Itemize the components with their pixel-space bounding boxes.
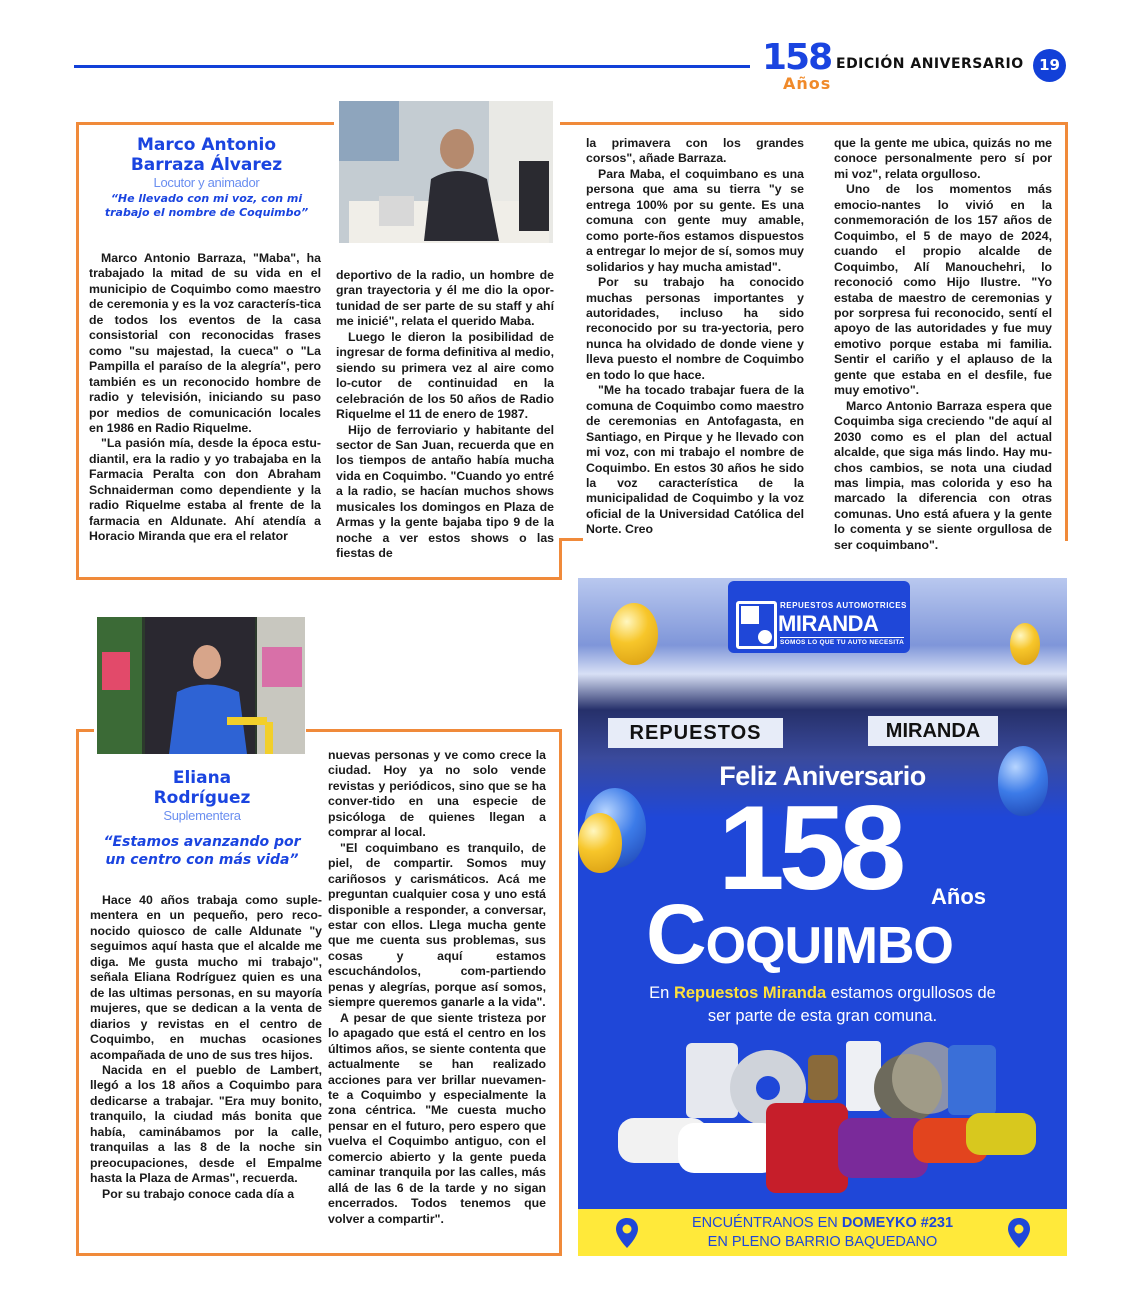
ad-address-text: ENCUÉNTRANOS EN DOMEYKO #231 EN PLENO BARRIO BAQUEDANO xyxy=(691,1215,954,1250)
ad-address-banner xyxy=(578,1209,1067,1256)
miranda-logo xyxy=(728,581,910,653)
paragraph: Hace 40 años trabaja como suple-mentera en un pequeño, pero reco-nocido quiosco de calle Aldunate "y seguimos aquí hasta que el alcalde me diga. Me gusta mucho mi trabajo", señala Eliana Rodríguez quien es una de las ultimas personas, en su mayoría mujeres, que se dedican a la venta de diarios y revistas en el centro de Coquimbo, en muchas ocasiones acompañada de uno de sus tres hijos. xyxy=(90,893,322,1062)
ad-years-label: Años xyxy=(931,884,986,909)
story1-photo xyxy=(339,101,553,243)
paragraph: Nacida en el pueblo de Lambert, llegó a los 18 años a Coquimbo para dedicarse a trabajar. "Era muy bonito, tranquilo, la ciudad más bonita que había, caminábamos por la calle, tranquilas a las 8 de la noche sin preocupaciones, desde el Empalme hasta la Plaza de Armas", recuerda. xyxy=(90,1062,322,1186)
paragraph: Por su trabajo conoce cada día a xyxy=(102,1186,295,1201)
story2-quote-line1: “Estamos avanzando por xyxy=(103,834,301,850)
paragraph: "La pasión mía, desde la época estu-diantil, era la radio y yo trabajaba en la Farmacia Peralta con don Abraham Schnaiderman como dependiente y la radio Riquelme estaba al frente de la farmacia en Aldunate. Ahí atendía a Horacio Miranda que era el relator xyxy=(89,436,321,544)
location-pin-icon xyxy=(1006,1217,1032,1251)
story1-column-1 xyxy=(89,251,321,545)
paragraph: nuevas personas y ve como crece la ciudad. Hoy ya no solo vende revistas y periódicos, sino que se ha conver-tido en una especie de psicóloga de quienes llegan a comprar al local. xyxy=(328,748,546,840)
story1-heading xyxy=(84,135,329,220)
paragraph: Marco Antonio Barraza, "Maba", ha trabajado la mitad de su vida en el municipio de Coquimbo como maestro de ceremonia y es la voz caracterís-tica de todos los eventos de la casa consistorial con reconocidas frases como "su majestad, la cueca" o "La Pampilla el paraíso de la alegría", pero también es un reconocido hombre de radio y televisión, iniciando su paso por medios de comunicación locales en 1986 en Radio Riquelme. xyxy=(89,251,321,435)
ad-message: En Repuestos Miranda estamos orgullosos de ser parte de esta gran comuna. xyxy=(649,984,996,1025)
edition-title: EDICIÓN ANIVERSARIO xyxy=(836,56,1024,72)
frame-line xyxy=(76,729,79,1256)
paragraph: Por su trabajo ha conocido muchas personas importantes y autoridades, incluso ha sido reconocido por su tra-yectoria, pero nunca ha olvidado de donde viene y lleva puesto el nombre de Coquimbo en todo lo que hace. xyxy=(586,275,804,382)
story1-name-line2: Barraza Álvarez xyxy=(130,155,283,175)
ad-products-image xyxy=(608,1033,1038,1203)
story1-column-3 xyxy=(586,136,804,538)
logo-main-text: MIRANDA xyxy=(778,611,879,636)
paragraph: Marco Antonio Barraza espera que Coquimba siga creciendo "de aquí al 2030 como es el plan del actual alcalde, que siga más lindo. Hay mu-chos cambios, se nota una ciudad mas limpia, mas colorida y eso ha marcado la diferencia con otras comunas. Uno está afuera y la gente lo comenta y se siente orgullosa de ser coquimbano". xyxy=(834,398,1052,552)
story1-role: Locutor y animador xyxy=(153,175,260,190)
paragraph: deportivo de la radio, un hombre de gran trayectoria y él me dio la opor-tunidad de ser parte de su staff y ahí me inicié", relata el querido Maba. xyxy=(336,268,554,329)
ad-storefront-sign: REPUESTOS xyxy=(608,718,783,748)
frame-line xyxy=(559,538,562,580)
frame-line xyxy=(76,122,334,125)
story2-column-2 xyxy=(328,748,546,1227)
location-pin-icon xyxy=(614,1217,640,1251)
ad-city-name: COQUIMBO xyxy=(646,887,953,981)
story1-column-2 xyxy=(336,268,554,562)
header-rule xyxy=(74,65,750,68)
anniversary-number: 158 xyxy=(762,37,832,78)
frame-line xyxy=(559,729,562,1256)
frame-line xyxy=(76,122,79,580)
frame-line xyxy=(306,729,562,732)
story2-name-line2: Rodríguez xyxy=(153,788,251,808)
frame-line xyxy=(559,538,583,541)
page-number-badge: 19 xyxy=(1033,49,1066,82)
advertisement xyxy=(578,578,1067,1256)
story2-heading xyxy=(84,768,320,869)
story2-column-1 xyxy=(90,893,322,1202)
story1-quote-line1: “He llevado con mi voz, con mi xyxy=(110,192,303,205)
paragraph: "Me ha tocado trabajar fuera de la comuna de Coquimbo como maestro de ceremonias en Antofagasta, en Santiago, en Pirque y he llevado con mi voz, con mi trabajo el nombre de Coquimbo. En estos 30 años he sido la voz característica de la municipalidad de Coquimbo y la voz oficial de la Universidad Católica del Norte. Creo xyxy=(586,383,804,537)
ad-greeting: Feliz Aniversario xyxy=(719,761,926,791)
ad-storefront-sign: MIRANDA xyxy=(868,716,998,746)
paragraph: la primavera con los grandes corsos", añade Barraza. xyxy=(586,136,804,166)
paragraph: Hijo de ferroviario y habitante del sector de San Juan, recuerda que en los tiempos de antaño había mucha vida en Coquimbo. "Cuando yo entré a la radio, se hacían muchos shows musicales los domingos en Plaza de Armas y la gente bajaba tipo 9 de la noche a ver estos shows o las fiestas de xyxy=(336,422,554,561)
story1-column-4 xyxy=(834,136,1052,553)
frame-line xyxy=(76,577,562,580)
story2-quote-line2: un centro con más vida” xyxy=(105,852,299,868)
paragraph: A pesar de que siente tristeza por lo apagado que está el centro en los últimos años, se siente contenta que actualmente se han realizado acciones para ver brillar nuevamen-te a Coquimbo y especialmente la zona céntrica. "Me cuesta mucho pensar en el futuro, pero espero que vuelva el Coquimbo antiguo, con el comercio abierto y la gente pueda caminar tranquila por las calles, más allá de las 6 de la tarde y no sigan encerrados. Todos tenemos que volver a compartir". xyxy=(328,1010,546,1226)
frame-line xyxy=(1065,122,1068,541)
paragraph: Uno de los momentos más emocio-nantes lo vivió en la conmemoración de los 157 años de Coquimbo, el 5 de mayo de 2024, cuando el propio alcalde de Coquimbo, Alí Manouchehri, lo reconoció como Hijo Ilustre. "Yo estaba de maestro de ceremonias y por sorpresa fui reconocido, sentí el apoyo de las autoridades y fue muy emotivo porque estaba mi familia. Sentir el cariño y el aplauso de la gente que estaba en el desfile, fue muy emotivo". xyxy=(834,182,1052,398)
paragraph: Para Maba, el coquimbano es una persona que ama su tierra "y se entrega 100% por su gente. Es una comuna con gente muy amable, como porte-ños estamos dispuestos a entregar lo mejor de sí, somos muy solidarios y hay mucha amistad". xyxy=(586,166,804,274)
balloon-icon xyxy=(610,603,658,665)
logo-tagline: SOMOS LO QUE TU AUTO NECESITA xyxy=(780,639,905,646)
frame-line xyxy=(560,122,1068,125)
frame-line xyxy=(76,1253,562,1256)
story2-role: Suplementera xyxy=(163,808,241,823)
balloon-icon xyxy=(1010,623,1040,665)
paragraph: Luego le dieron la posibilidad de ingresar de forma definitiva al medio, siendo su primera vez al aire como lo-cutor de continuidad en la celebración de los 50 años de Radio Riquelme el 11 de enero de 1987. xyxy=(336,329,554,422)
balloon-icon xyxy=(578,813,622,873)
story1-quote-line2: trabajo el nombre de Coquimbo” xyxy=(104,206,309,219)
story1-name-line1: Marco Antonio xyxy=(136,135,277,155)
story2-name-line1: Eliana xyxy=(172,768,232,788)
story2-photo xyxy=(97,617,305,754)
ad-big-number: 158 xyxy=(718,781,901,915)
anniversary-years-label: Años xyxy=(783,74,832,93)
logo-top-text: REPUESTOS AUTOMOTRICES xyxy=(780,601,907,610)
paragraph: que la gente me ubica, quizás no me conoce personalmente pero sí por mi voz", relata orgulloso. xyxy=(834,136,1052,181)
miranda-logo-mark-icon xyxy=(736,601,777,649)
paragraph: "El coquimbano es tranquilo, de piel, de compartir. Somos muy cariñosos y carismáticos. Acá me preguntan cualquier cosa y uno está disponible a responder, a conversar, estar con ellos. Llega mucha gente que me cuenta sus problemas, sus cosas y aquí estamos escuchándolos, com-partiendo penas y alegrías, porque así somos, siempre queremos ganarle a la vida". xyxy=(328,840,546,1010)
